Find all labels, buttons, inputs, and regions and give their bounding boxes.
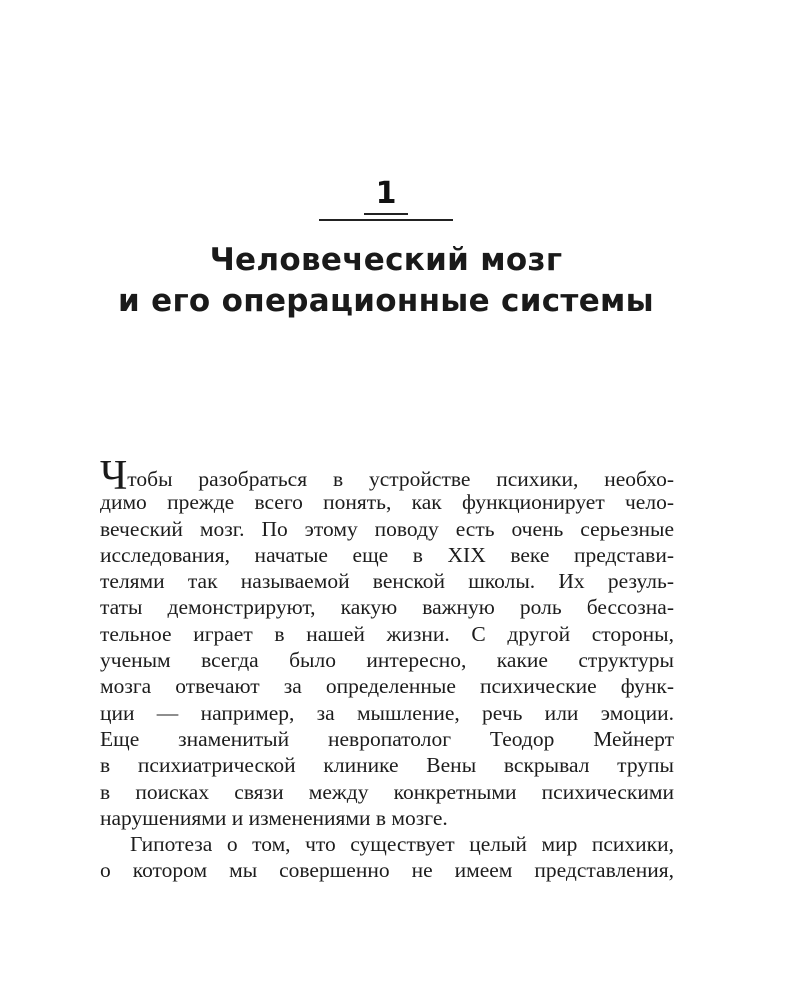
paragraph-line: таты демонстрируют, какую важную роль бессозна- [100,595,674,620]
paragraph-line: о котором мы совершенно не имеем представления, [100,858,674,883]
paragraph-line: димо прежде всего понять, как функционирует чело- [100,490,674,515]
paragraph-line: исследования, начатые еще в XIX веке представи- [100,542,674,567]
body-text [100,453,674,884]
paragraph-line: в психиатрической клинике Вены вскрывал трупы [100,753,674,778]
paragraph-line [100,453,674,499]
paragraph-line: веческий мозг. По этому поводу есть очень серьезные [100,516,674,541]
paragraph-line: мозга отвечают за определенные психические функ- [100,674,674,699]
paragraph-line: ции — например, за мышление, речь или эмоции. [100,700,674,725]
chapter-number: 1 [375,176,397,211]
drop-cap: Ч [100,453,128,499]
paragraph-line: Еще знаменитый невропатолог Теодор Мейнерт [100,726,674,751]
paragraph-line: телями так называемой венской школы. Их резуль- [100,569,674,594]
paragraph-line: ученым всегда было интересно, какие структуры [100,648,674,673]
paragraph-line: тельное играет в нашей жизни. С другой стороны, [100,621,674,646]
paragraph-line: нарушениями и изменениями в мозге. [100,805,448,830]
paragraph-line: в поисках связи между конкретными психическими [100,779,674,804]
paragraph-line-text: тобы разобраться в устройстве психики, необхо- [127,467,674,491]
chapter-rule [319,219,453,221]
chapter-number-underline [364,213,408,215]
paragraph-line: Гипотеза о том, что существует целый мир психики, [130,832,674,857]
chapter-title-line: Человеческий мозг [209,242,563,278]
chapter-title [0,240,772,322]
chapter-title-line: и его операционные системы [118,283,654,319]
